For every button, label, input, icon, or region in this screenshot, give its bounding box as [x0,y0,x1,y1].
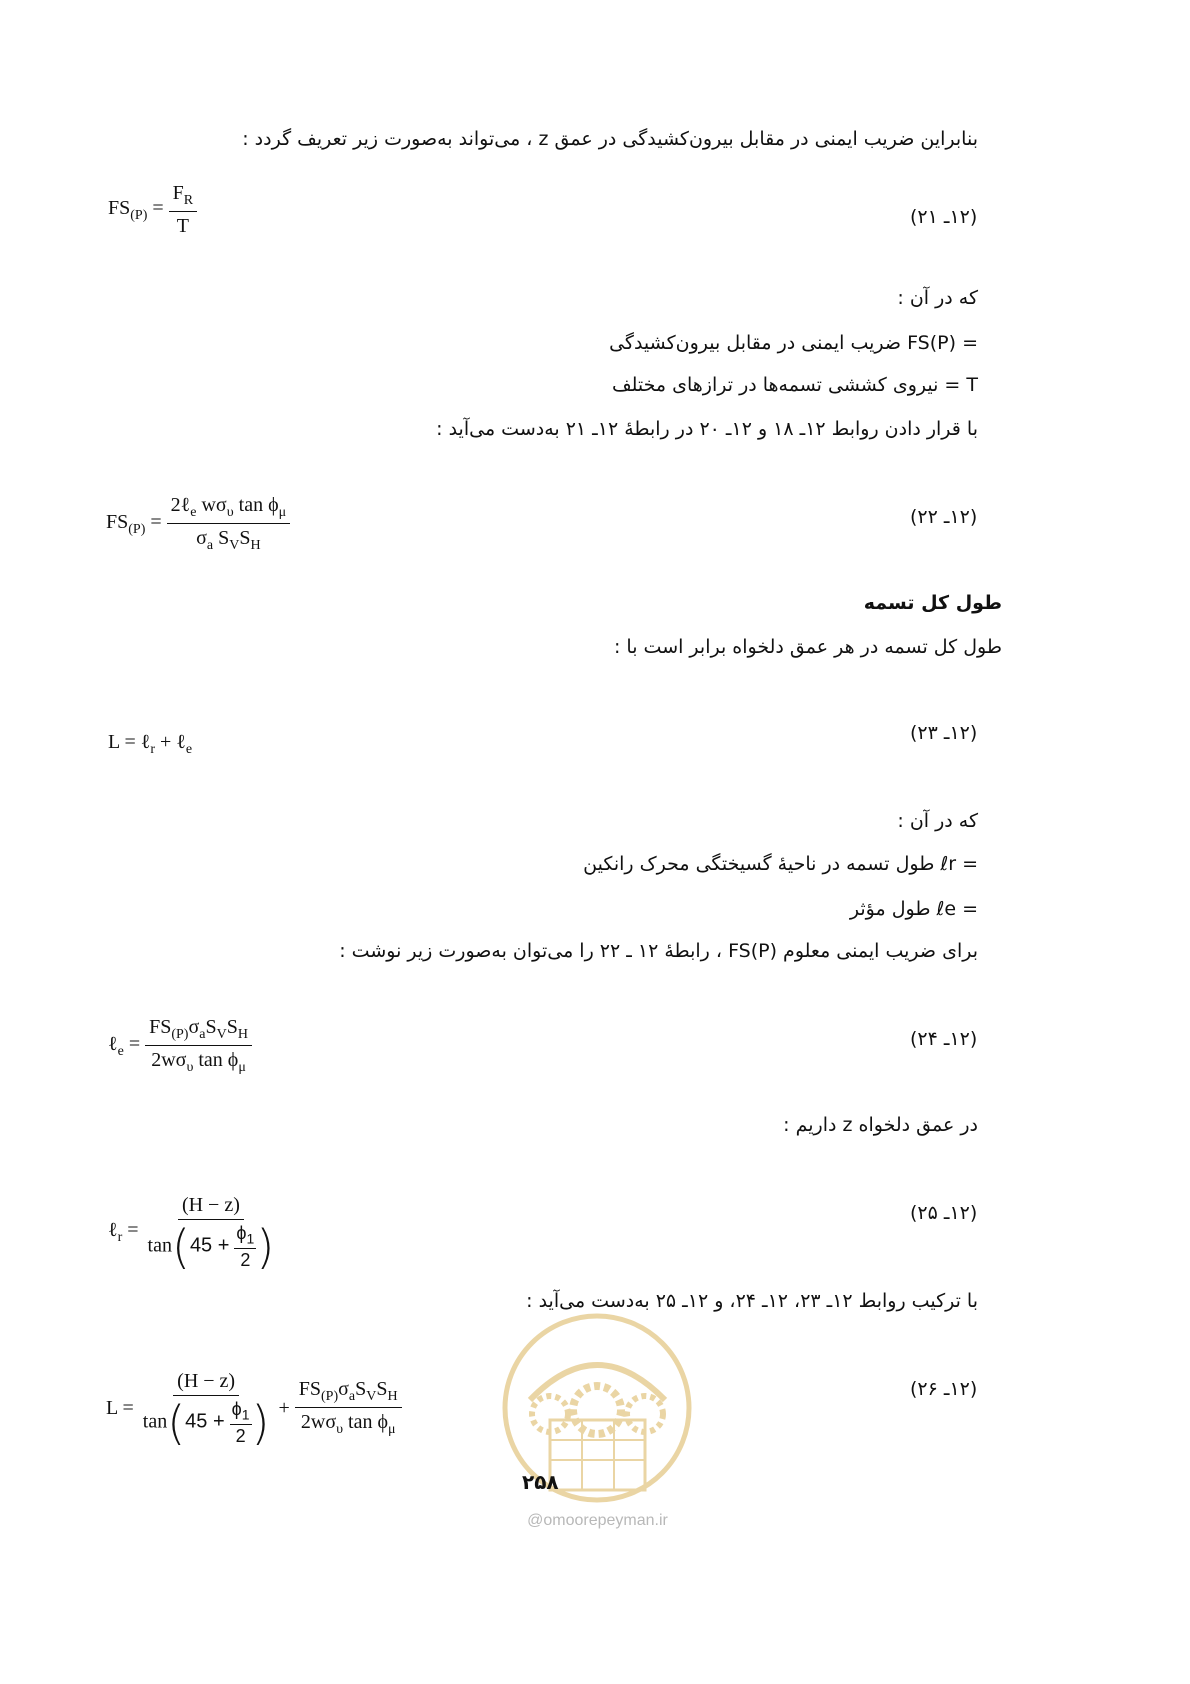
definition-le: = ℓe طول مؤثر [849,898,978,920]
equation-12-21: $FS_{(P)}$ = $\frac{F_R}{T}$ [108,182,197,238]
omoorepeyman-seal-logo-icon [490,1310,705,1550]
equation-number-24: (۱۲ـ ۲۴) [910,1028,978,1050]
page-number: ۲۵۸ [522,1470,559,1494]
where-label-1: که در آن : [897,287,978,309]
equation-number-26: (۱۲ـ ۲۶) [910,1378,978,1400]
equation-number-23: (۱۲ـ ۲۳) [910,722,978,744]
where-label-2: که در آن : [897,810,978,832]
definition-lr: = ℓr طول تسمه در ناحیهٔ گسیختگی محرک رانکین [583,853,978,875]
equation-12-23: L = ℓ$_r$ + ℓ$_e$ [108,731,193,757]
combination-paragraph: با ترکیب روابط ۱۲ـ ۲۳، ۱۲ـ ۲۴، و ۱۲ـ ۲۵ به‌دست می‌آید : [526,1290,978,1312]
watermark-site: @omoorepeyman.ir [527,1512,668,1529]
definition-t: T = نیروی کششی تسمه‌ها در ترازهای مختلف [611,374,978,396]
equation-number-25: (۱۲ـ ۲۵) [910,1202,978,1224]
equation-number-22: (۱۲ـ ۲۲) [910,506,978,528]
substitution-paragraph: با قرار دادن روابط ۱۲ـ ۱۸ و ۱۲ـ ۲۰ در رابطهٔ ۱۲ـ ۲۱ به‌دست می‌آید : [436,418,978,440]
equation-12-22: $FS_{(P)}$ = $\frac{2\ell_e w\sigma_\upsilon \tan \phi_\mu}{\sigma_a S_VS_H}$ [106,494,290,554]
equation-12-24: ℓ$_e$ = $\frac{FS_{(P)}\sigma_aS_VS_H}{2w\sigma_\upsilon \tan \phi_\mu}$ [108,1016,252,1076]
total-length-paragraph: طول کل تسمه در هر عمق دلخواه برابر است با : [613,636,1002,658]
definition-fs: = FS(P) ضریب ایمنی در مقابل بیرون‌کشیدگی [609,332,978,354]
arbitrary-depth-paragraph: در عمق دلخواه z داریم : [783,1114,978,1136]
known-fs-paragraph: برای ضریب ایمنی معلوم FS(P) ، رابطهٔ ۱۲ ـ ۲۲ را می‌توان به‌صورت زیر نوشت : [339,940,978,962]
equation-12-25: ℓ$_r$ = (H − z) tan(45 + $\frac{\phi_1}{2}$ ) [108,1194,275,1274]
section-heading: طول کل تسمه [863,592,1002,614]
equation-number-21: (۱۲ـ ۲۱) [910,206,978,228]
intro-paragraph: بنابراین ضریب ایمنی در مقابل بیرون‌کشیدگی در عمق z ، می‌تواند به‌صورت زیر تعریف گردد : [242,128,978,150]
equation-12-26: L = (H − z) tan(45 + $\frac{\phi_1}{2}$ ) + $\frac{FS_{(P)}\sigma_aS_VS_H}{2w\sigma_\upsilon \tan \phi_\mu}$ [106,1370,402,1447]
